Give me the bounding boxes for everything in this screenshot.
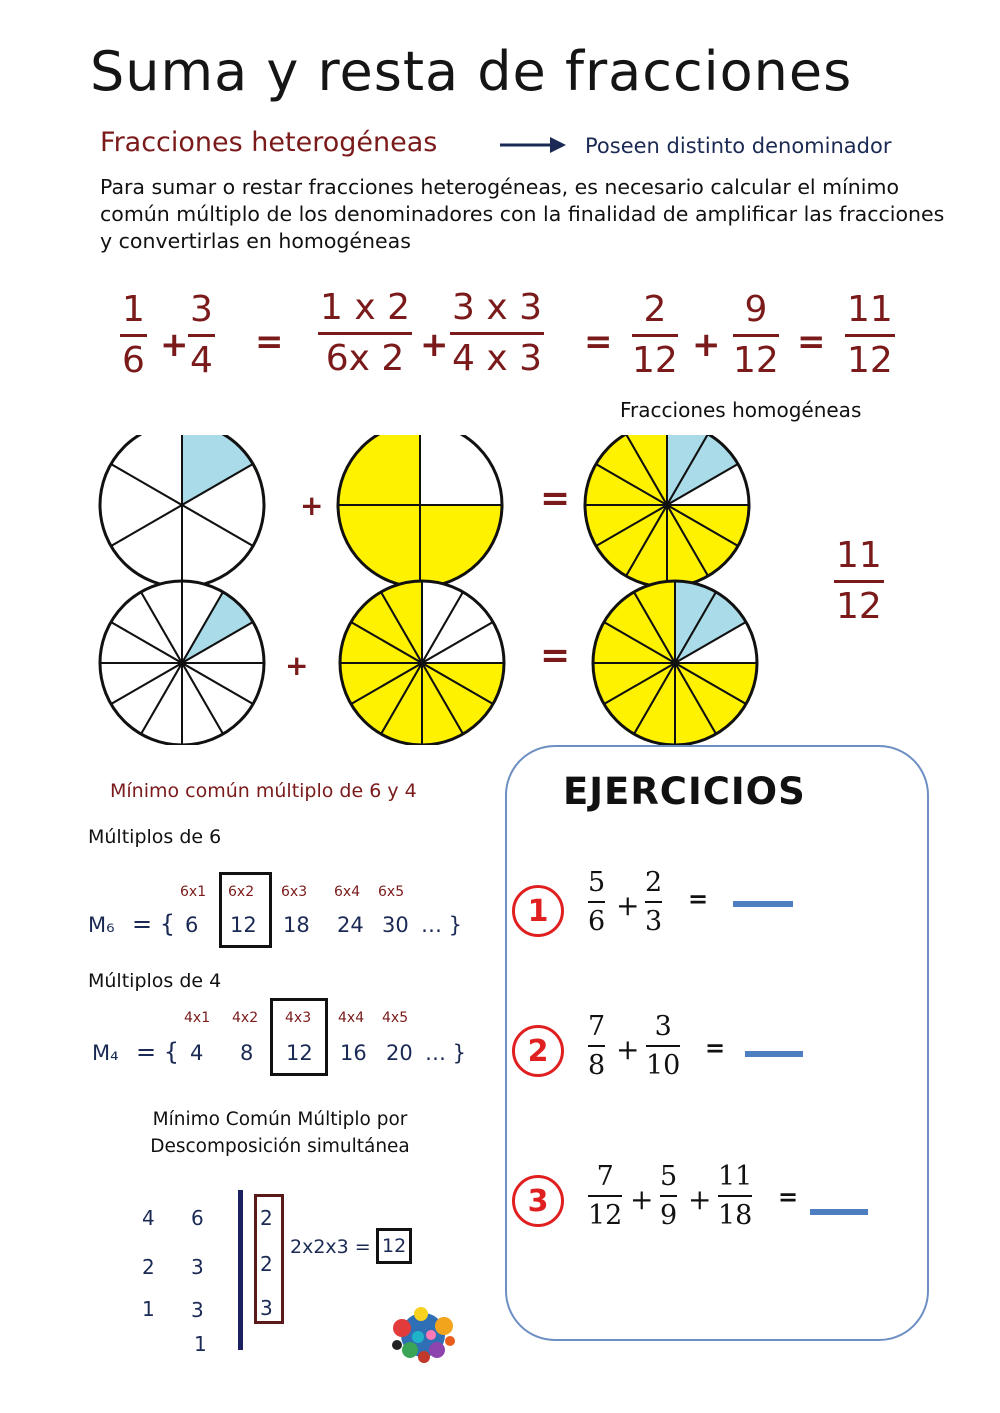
mult-label: 4x4 xyxy=(338,1010,365,1026)
subtitle: Fracciones heterogéneas xyxy=(100,127,438,158)
definition: Poseen distinto denominador xyxy=(585,134,892,158)
exercise-fraction xyxy=(646,1013,680,1079)
factor: 2 xyxy=(260,1252,273,1276)
decomposition-table xyxy=(130,1190,430,1360)
homogeneous-label: Fracciones homogéneas xyxy=(620,398,862,422)
plus-sign: + xyxy=(616,889,640,922)
lcm-result: 12 xyxy=(376,1228,412,1264)
numerator: 11 xyxy=(836,535,882,576)
diagram-plus-1: + xyxy=(300,489,324,522)
exercise-fraction xyxy=(718,1163,752,1229)
multiple-value: 24 xyxy=(337,913,364,937)
mult-label: 4x1 xyxy=(184,1010,211,1026)
example-fraction-7 xyxy=(845,289,895,381)
numerator: 7 xyxy=(596,1161,614,1192)
arrow-right-icon xyxy=(500,133,566,157)
factor-product: 2x2x3 = xyxy=(290,1236,371,1258)
decomp-value: 2 xyxy=(142,1255,155,1279)
numerator: 1 x 2 xyxy=(320,287,410,328)
numerator: 5 xyxy=(660,1161,678,1192)
equals-sign: = xyxy=(255,322,284,362)
mult-label: 6x3 xyxy=(281,884,308,900)
factor: 3 xyxy=(260,1296,273,1320)
plus-sign: + xyxy=(616,1033,640,1066)
pie-one-sixth xyxy=(100,435,264,587)
multiples-of-6-set xyxy=(88,880,488,950)
multiples-of-4-set xyxy=(92,1008,492,1078)
multiple-value: 12 xyxy=(286,1041,313,1065)
mult-label: 6x5 xyxy=(378,884,405,900)
diagram-equals-1: = xyxy=(540,478,571,519)
denominator: 3 xyxy=(645,906,663,937)
equals-sign: = xyxy=(688,885,709,913)
diagram-equals-2: = xyxy=(540,635,571,676)
equals-sign: = xyxy=(584,322,613,362)
fraction-pie-diagram xyxy=(90,435,790,745)
numerator: 1 xyxy=(122,289,145,330)
example-fraction-3 xyxy=(318,287,412,379)
multiple-value: 4 xyxy=(190,1041,204,1065)
page-title: Suma y resta de fracciones xyxy=(90,40,853,103)
diagram-result-fraction xyxy=(834,535,884,627)
multiple-value: 16 xyxy=(340,1041,367,1065)
plus-sign: + xyxy=(160,325,189,365)
divider-line xyxy=(238,1190,243,1350)
set-open: = { xyxy=(136,1038,180,1066)
denominator: 8 xyxy=(588,1050,606,1081)
mult-label: 4x3 xyxy=(285,1010,312,1026)
pie-slice xyxy=(338,435,420,505)
equals-sign: = xyxy=(797,322,826,362)
factor: 2 xyxy=(260,1206,273,1230)
example-fraction-1 xyxy=(120,289,147,381)
numerator: 11 xyxy=(847,289,893,330)
example-fraction-5 xyxy=(632,289,678,381)
multiple-value: 18 xyxy=(283,913,310,937)
decomp-value: 3 xyxy=(191,1298,204,1322)
denominator: 12 xyxy=(847,340,893,381)
numerator: 3 xyxy=(654,1011,672,1042)
numerator: 11 xyxy=(718,1161,753,1192)
exercises-title: EJERCICIOS xyxy=(563,770,806,813)
multiple-value: 30 xyxy=(382,913,409,937)
pie-slice xyxy=(420,435,502,505)
equals-sign: = xyxy=(705,1034,726,1062)
pie-eleven-twelfths-split xyxy=(593,581,757,745)
plus-sign: + xyxy=(692,325,721,365)
mult-label: 6x4 xyxy=(334,884,361,900)
numerator: 2 xyxy=(645,867,663,898)
denominator: 12 xyxy=(632,340,678,381)
multiple-value: 8 xyxy=(240,1041,254,1065)
denominator: 12 xyxy=(733,340,779,381)
denominator: 18 xyxy=(718,1200,753,1231)
pie-nine-twelfths xyxy=(340,581,504,745)
numerator: 3 xyxy=(190,289,213,330)
multiple-value: 6 xyxy=(185,913,199,937)
denominator: 9 xyxy=(660,1200,678,1231)
example-fraction-4 xyxy=(450,287,544,379)
decomp-value: 1 xyxy=(194,1332,207,1356)
intro-paragraph: Para sumar o restar fracciones heterogéneas, es necesario calcular el mínimo común múltiplo de los denominadores con la finalidad de amplificar las fracciones y convertirlas en homogéneas xyxy=(100,175,945,253)
set-open: = { xyxy=(132,910,176,938)
numerator: 3 x 3 xyxy=(452,287,542,328)
denominator: 4 x 3 xyxy=(452,338,542,379)
multiples-of-4-label: Múltiplos de 4 xyxy=(88,970,222,992)
mult-label: 4x5 xyxy=(382,1010,409,1026)
plus-sign: + xyxy=(630,1183,654,1216)
mult-label: 6x1 xyxy=(180,884,207,900)
decomp-value: 4 xyxy=(142,1206,155,1230)
mult-label: 4x2 xyxy=(232,1010,259,1026)
equals-sign: = xyxy=(778,1183,799,1211)
multiple-value: 20 xyxy=(386,1041,413,1065)
denominator: 6 xyxy=(122,340,145,381)
denominator: 6 xyxy=(588,906,606,937)
mcm-title: Mínimo común múltiplo de 6 y 4 xyxy=(110,780,417,802)
answer-blank-2[interactable] xyxy=(745,1051,803,1057)
multiples-of-6-label: Múltiplos de 6 xyxy=(88,826,222,848)
pie-eleven-twelfths xyxy=(585,435,749,587)
set-close: … } xyxy=(425,1041,467,1065)
example-fraction-6 xyxy=(733,289,779,381)
decomp-value: 3 xyxy=(191,1255,204,1279)
numerator: 9 xyxy=(744,289,768,330)
plus-sign: + xyxy=(420,325,449,365)
exercise-fraction xyxy=(645,869,662,935)
diagram-plus-2: + xyxy=(285,649,309,682)
denominator: 10 xyxy=(646,1050,681,1081)
pie-three-quarters xyxy=(338,435,502,587)
exercise-fraction xyxy=(588,1013,605,1079)
set-close: … } xyxy=(421,913,463,937)
numerator: 7 xyxy=(588,1011,606,1042)
pie-two-twelfths xyxy=(100,581,264,745)
numerator: 2 xyxy=(643,289,667,330)
denominator: 12 xyxy=(588,1200,623,1231)
plus-sign: + xyxy=(688,1183,712,1216)
decomposition-title: Mínimo Común Múltiplo por Descomposición simultánea xyxy=(150,1109,410,1157)
exercise-fraction xyxy=(660,1163,677,1229)
decomp-value: 6 xyxy=(191,1206,204,1230)
exercise-fraction xyxy=(588,1163,622,1229)
answer-blank-3[interactable] xyxy=(810,1209,868,1215)
m4-symbol: M₄ xyxy=(92,1041,119,1065)
denominator: 4 xyxy=(190,340,213,381)
numerator: 5 xyxy=(588,867,606,898)
bubbles-logo-icon xyxy=(388,1304,458,1366)
exercise-number-3: 3 xyxy=(512,1175,564,1227)
exercise-fraction xyxy=(588,869,605,935)
example-fraction-2 xyxy=(188,289,215,381)
exercise-number-1: 1 xyxy=(512,885,564,937)
decomp-value: 1 xyxy=(142,1297,155,1321)
answer-blank-1[interactable] xyxy=(733,901,793,907)
m6-symbol: M₆ xyxy=(88,913,115,937)
denominator: 12 xyxy=(836,586,882,627)
multiple-value: 12 xyxy=(230,913,257,937)
exercise-number-2: 2 xyxy=(512,1025,564,1077)
mult-label: 6x2 xyxy=(228,884,255,900)
denominator: 6x 2 xyxy=(325,338,405,379)
